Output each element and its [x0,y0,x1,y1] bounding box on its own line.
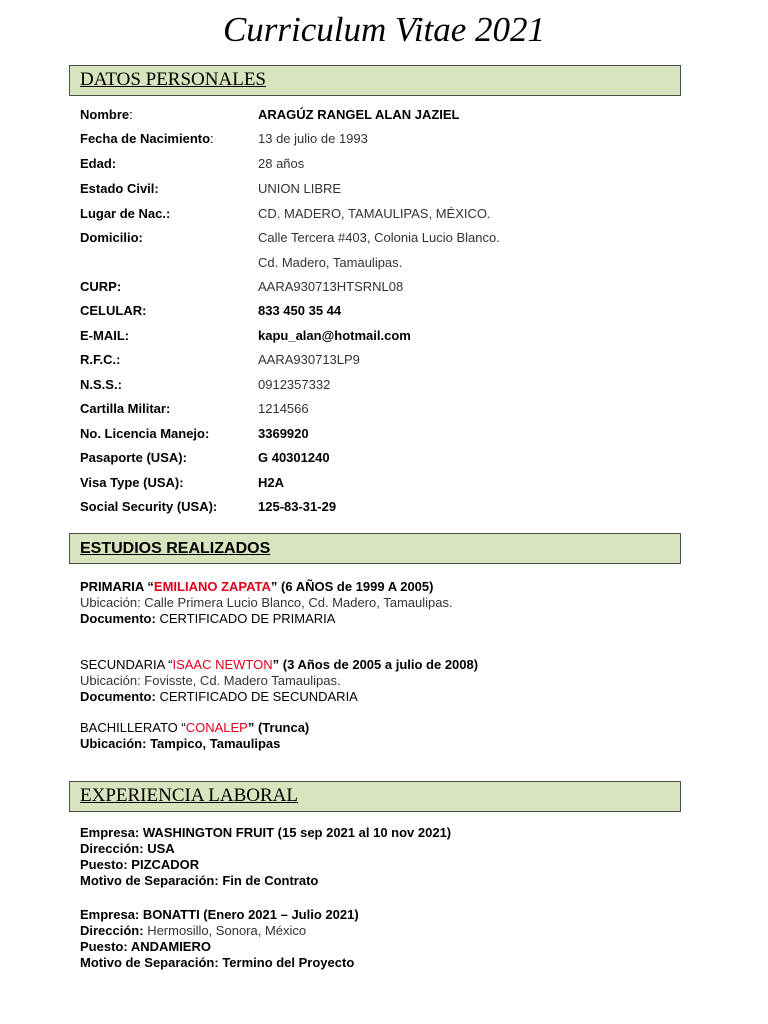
study-location: Ubicación: Fovisste, Cd. Madero Tamaulipas. [80,673,341,688]
study-detail: ” (3 Años de 2005 a julio de 2008) [272,657,479,672]
section-title: DATOS PERSONALES [80,69,266,90]
field-value: kapu_alan@hotmail.com [258,328,411,343]
job-reason: Termino del Proyecto [222,955,355,970]
job-company: BONATTI (Enero 2021 – Julio 2021) [142,907,359,922]
school-name: ISAAC NEWTON [172,657,273,672]
study-level: SECUNDARIA “ [80,657,173,672]
study-level: BACHILLERATO “ [80,720,186,735]
field-label: CELULAR: [80,303,147,318]
field-value: 0912357332 [258,377,331,392]
field-cartilla-militar [80,401,680,421]
field-label: Pasaporte (USA): [80,450,187,465]
job-address: USA [147,841,175,856]
field-value: G 40301240 [258,450,330,465]
job-label: Puesto: [80,857,132,872]
doc-label: Documento: [80,611,160,626]
field-label: Domicilio: [80,230,143,245]
field-label: Cartilla Militar: [80,401,171,416]
study-location: Ubicación: Calle Primera Lucio Blanco, Cd. Madero, Tamaulipas. [80,595,453,610]
section-header-experience [69,781,681,812]
study-location: Ubicación: Tampico, Tamaulipas [80,736,281,751]
doc-value: CERTIFICADO DE SECUNDARIA [159,689,358,704]
field-visa [80,475,680,495]
field-edad [80,156,680,176]
section-header-studies [69,533,681,564]
field-label: Edad: [80,156,117,171]
job-label: Puesto: [80,939,131,954]
field-celular [80,303,680,323]
doc-label: Documento: [80,689,160,704]
field-fecha-nacimiento [80,131,680,151]
job-label: Empresa: [80,825,143,840]
section-header-personal [69,65,681,96]
study-secundaria [80,657,720,705]
field-label: R.F.C.: [80,352,121,367]
field-value: Cd. Madero, Tamaulipas. [258,255,403,270]
job-label: Dirección: [80,923,148,938]
field-label: Fecha de Nacimiento [80,131,211,146]
field-lugar-nacimiento [80,206,680,226]
field-value: UNION LIBRE [258,181,342,196]
job-entry [80,825,720,889]
field-nss [80,377,680,397]
job-address: Hermosillo, Sonora, México [147,923,307,938]
field-value: 125-83-31-29 [258,499,337,514]
field-label: Visa Type (USA): [80,475,184,490]
field-label: CURP: [80,279,122,294]
field-label: Lugar de Nac.: [80,206,171,221]
field-label: No. Licencia Manejo: [80,426,210,441]
school-name: EMILIANO ZAPATA [153,579,271,594]
job-label: Empresa: [80,907,143,922]
doc-value: CERTIFICADO DE PRIMARIA [159,611,336,626]
field-colon: : [210,131,214,146]
job-position: PIZCADOR [131,857,200,872]
field-value: AARA930713LP9 [258,352,360,367]
field-domicilio-line2 [80,255,680,275]
field-label: Estado Civil: [80,181,159,196]
field-value: 1214566 [258,401,309,416]
study-level: PRIMARIA “ [80,579,154,594]
field-value: CD. MADERO, TAMAULIPAS, MÉXICO. [258,206,491,221]
field-value: 28 años [258,156,305,171]
section-title: ESTUDIOS REALIZADOS [80,540,271,557]
field-nombre [80,107,680,127]
field-curp [80,279,680,299]
job-label: Dirección: [80,841,148,856]
page-title: Curriculum Vitae 2021 [222,10,546,49]
field-rfc [80,352,680,372]
field-domicilio [80,230,680,250]
field-label: Social Security (USA): [80,499,218,514]
job-company: WASHINGTON FRUIT (15 sep 2021 al 10 nov 2021) [142,825,452,840]
job-label: Motivo de Separación: [80,873,223,888]
field-social-security [80,499,680,519]
study-bachillerato [80,720,720,752]
section-title: EXPERIENCIA LABORAL [80,785,298,806]
field-pasaporte [80,450,680,470]
field-value: ARAGÚZ RANGEL ALAN JAZIEL [258,107,460,122]
study-detail: ” (Trunca) [247,720,310,735]
field-email [80,328,680,348]
field-value: Calle Tercera #403, Colonia Lucio Blanco. [258,230,500,245]
field-value: H2A [258,475,285,490]
field-label: E-MAIL: [80,328,130,343]
field-label: N.S.S.: [80,377,122,392]
field-value: AARA930713HTSRNL08 [258,279,404,294]
field-estado-civil [80,181,680,201]
job-reason: Fin de Contrato [222,873,319,888]
field-value: 3369920 [258,426,309,441]
field-licencia [80,426,680,446]
job-position: ANDAMIERO [130,939,211,954]
field-label: Nombre [80,107,130,122]
job-label: Motivo de Separación: [80,955,223,970]
study-primaria [80,579,720,627]
job-entry [80,907,720,971]
study-detail: ” (6 AÑOS de 1999 A 2005) [270,579,434,594]
field-value: 13 de julio de 1993 [258,131,368,146]
field-colon: : [129,107,133,122]
field-value: 833 450 35 44 [258,303,342,318]
school-name: CONALEP [185,720,248,735]
